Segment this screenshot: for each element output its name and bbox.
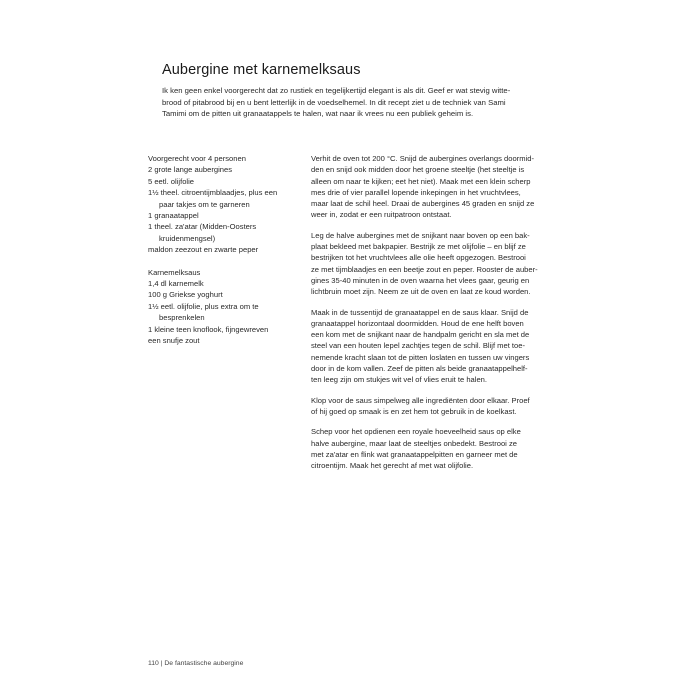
ingredient-line: 1,4 dl karnemelk [148, 279, 204, 289]
ingredient-line: Voorgerecht voor 4 personen [148, 154, 246, 163]
method-paragraph [311, 230, 536, 298]
ingredient-line: 2 grote lange aubergines [148, 165, 233, 175]
method-line: een kom met de snijkant naar de handpalm gericht en sla met de [311, 330, 530, 340]
method-line: met za'atar en flink wat granaatappelpitten en garneer met de [311, 449, 518, 459]
method-line: halve aubergine, maar laat de steeltjes onbedekt. Bestrooi ze [311, 438, 518, 448]
ingredients-main-list [148, 153, 293, 256]
method-line: granaatappel horizontaal doormidden. Houd de ene helft boven [311, 318, 524, 328]
method-line: Verhit de oven tot 200 °C. Snijd de aubergines overlangs doormid- [311, 154, 534, 163]
ingredient-line: 1 theel. za'atar (Midden-Oosters [148, 222, 257, 232]
method-line: Maak in de tussentijd de granaatappel en de saus klaar. Snijd de [311, 307, 529, 317]
ingredient-line: 1 granaatappel [148, 211, 199, 221]
method-line: Klop voor de saus simpelweg alle ingrediënten door elkaar. Proef [311, 395, 530, 405]
method-line: mes drie of vier parallel lopende inkepingen in het vruchtvlees, [311, 187, 521, 197]
method-line: Schep voor het opdienen een royale hoeveelheid saus op elke [311, 427, 521, 437]
method-line: steel van een houten lepel zachtjes tegen de schil. Blijf met toe- [311, 341, 526, 351]
method-line: of hij goed op smaak is en zet hem tot gebruik in de koelkast. [311, 406, 517, 416]
ingredient-line: een snufje zout [148, 336, 200, 346]
ingredient-line: 1½ eetl. olijfolie, plus extra om te [148, 301, 259, 311]
intro-text [162, 85, 511, 120]
method-line: ze met tijmblaadjes en een beetje zout en peper. Rooster de auber- [311, 264, 538, 274]
method-paragraph [311, 153, 536, 221]
intro-line: Tamimi om de pitten uit granaatappels te halen, wat naar ik vrees nu een publiek geheim is. [162, 109, 474, 118]
intro-line: Ik ken geen enkel voorgerecht dat zo rustiek en tegelijkertijd elegant is als dit. Geef er wat stevig witte- [162, 86, 511, 95]
ingredients-sauce-list [148, 267, 293, 347]
method-paragraph [311, 307, 536, 386]
ingredient-line: 5 eetl. olijfolie [148, 176, 195, 186]
ingredient-line: 100 g Griekse yoghurt [148, 290, 223, 300]
method-paragraph [311, 395, 536, 418]
ingredient-line: 1½ theel. citroentijmblaadjes, plus een [148, 188, 278, 198]
ingredient-line: besprenkelen [159, 313, 205, 323]
method-line: plaat bekleed met bakpapier. Bestrijk ze met olijfolie – en blijf ze [311, 242, 526, 252]
ingredient-line: paar takjes om te garneren [159, 199, 250, 209]
method-line: citroentijm. Maak het gerecht af met wat olijfolie. [311, 461, 474, 471]
ingredients-spacer [148, 256, 293, 267]
ingredient-line: kruidenmengsel) [159, 233, 216, 243]
recipe-title: Aubergine met karnemelksaus [162, 62, 361, 78]
method-line: gines 35-40 minuten in de oven waarna het vlees gaar, geurig en [311, 275, 530, 285]
method-line: door in de kom vallen. Zeef de pitten als beide granaatappelhelf- [311, 364, 528, 374]
method-line: maar laat de schil heel. Draai de aubergines 45 graden en snijd ze [311, 199, 535, 209]
intro-line: brood of pitabrood bij en u bent letterlijk in de voedselhemel. In dit recept ziet u de techniek van Sami [162, 97, 506, 107]
method-line: weer in, zodat er een ruitpatroon ontstaat. [311, 210, 452, 220]
ingredients-column [148, 153, 293, 347]
ingredient-line: Karnemelksaus [148, 267, 201, 277]
ingredient-line: maldon zeezout en zwarte peper [148, 245, 259, 255]
page-footer: 110 | De fantastische aubergine [148, 660, 244, 667]
method-line: nemende kracht slaan tot de pitten loslaten en tussen uw vingers [311, 352, 530, 362]
method-line: alleen om naar te kijken; eet het niet). Maak met een klein scherp [311, 176, 531, 186]
method-line: Leg de halve aubergines met de snijkant naar boven op een bak- [311, 230, 530, 240]
method-line: ten leeg zijn om stukjes wit vel of vlies eruit te halen. [311, 375, 488, 385]
method-line: den en snijd ook midden door het groene steeltje (het steeltje is [311, 165, 525, 175]
method-line: bestrijken tot het vruchtvlees alle olie heeft opgezogen. Bestrooi [311, 253, 526, 263]
method-paragraph [311, 426, 536, 471]
method-line: lichtbruin moet zijn. Neem ze uit de oven en laat ze koud worden. [311, 287, 531, 297]
method-column [311, 153, 536, 480]
ingredient-line: 1 kleine teen knoflook, fijngewreven [148, 324, 269, 334]
